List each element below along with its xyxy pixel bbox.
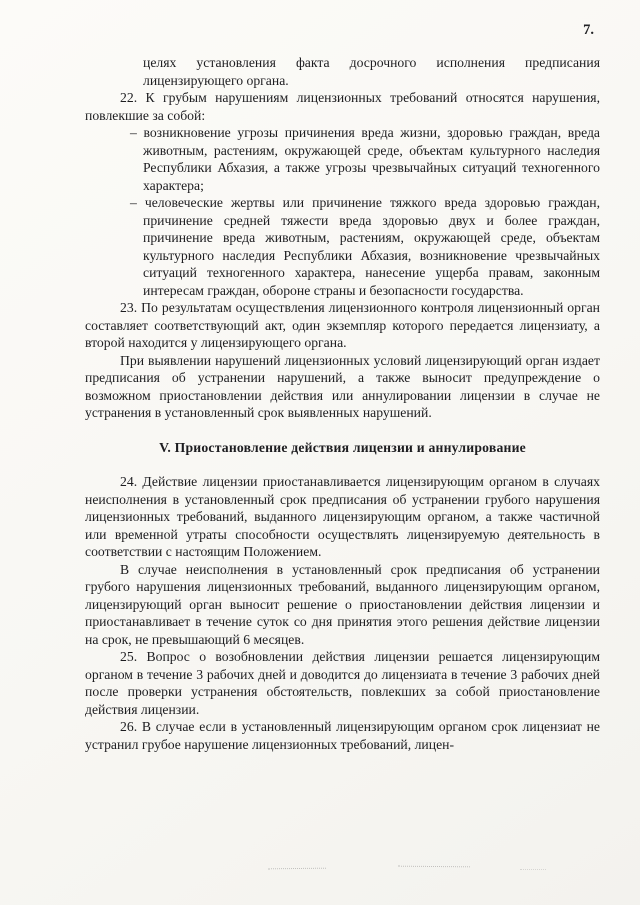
paragraph: 25. Вопрос о возобновлении действия лицензии решается лицензирующим органом в течение 3 рабочих дней и доводится до лицензиата в течение 3 рабочих дней после проверки устранения обстоятельств, повлекших за собой приостановление действия лицензии. <box>85 649 600 717</box>
paragraph: 26. В случае если в установленный лицензирующим органом срок лицензиат не устранил грубое нарушение лицензионных требований, лицен- <box>85 719 600 752</box>
list-item: – возникновение угрозы причинения вреда жизни, здоровью граждан, вреда животным, растениям, окружающей среде, объектам культурного наследия Республики Абхазия, а также угрозы чрезвычайных ситуаций техногенного характера; <box>130 125 600 193</box>
list-item: – человеческие жертвы или причинение тяжкого вреда здоровью граждан, причинение средней тяжести вреда здоровью двух и более граждан, причинение вреда животным, растениям, окружающей среде, объектам культурного наследия Республики Абхазия, возникновение чрезвычайных ситуаций техногенного характера, нанесение ущерба правам, законным интересам граждан, обороне страны и безопасности государства. <box>130 195 600 298</box>
section-heading: V. Приостановление действия лицензии и аннулирование <box>159 439 526 455</box>
paragraph: целях установления факта досрочного исполнения предписания лицензирующего органа. <box>143 55 600 88</box>
paragraph: 23. По результатам осуществления лицензионного контроля лицензионный орган составляет соответствующий акт, один экземпляр которого передается лицензиату, а второй находится у лицензирующего органа. <box>85 300 600 350</box>
scan-artifact <box>520 869 546 870</box>
document-content <box>85 54 600 753</box>
paragraph: В случае неисполнения в установленный срок предписания об устранении грубого нарушения лицензионных требований, выданного лицензирующим органом, лицензирующий орган выносит решение о приостановлении действия лицензии и приостанавливает в течение суток со дня принятия этого решения действие лицензии на срок, не превышающий 6 месяцев. <box>85 561 600 647</box>
scan-artifact <box>268 868 326 870</box>
paragraph: При выявлении нарушений лицензионных условий лицензирующий орган издает предписания об устранении нарушений, а также выносит предупреждение о возможном приостановлении действия или аннулировании лицензии в случае не устранения в установленный срок выявленных нарушений. <box>85 352 600 420</box>
paragraph: 22. К грубым нарушениям лицензионных требований относятся нарушения, повлекшие за собой: <box>85 90 600 123</box>
paragraph: 24. Действие лицензии приостанавливается лицензирующим органом в случаях неисполнения в установленный срок предписания об устранении грубого нарушения лицензионных требований, выданного лицензирующим органом, а также частичной или временной утраты способности осуществлять лицензируемую деятельность в соответствии с настоящим Положением. <box>85 474 600 559</box>
scan-artifact <box>398 866 470 868</box>
page-number: 7. <box>583 22 594 38</box>
